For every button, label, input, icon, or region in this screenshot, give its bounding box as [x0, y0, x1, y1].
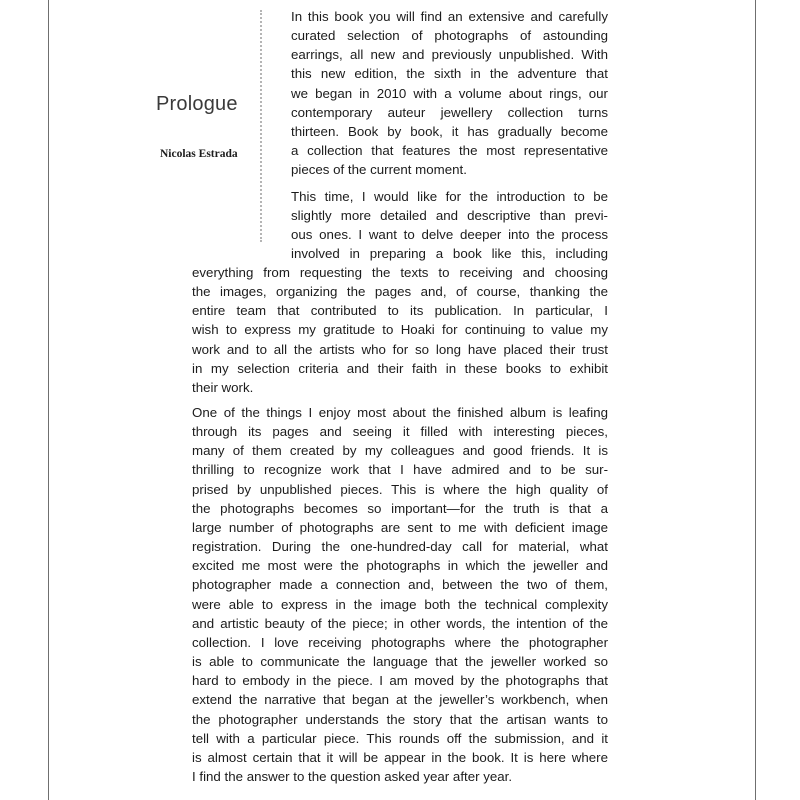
text-line: many of them created by my colleagues and good friends. It is [192, 443, 608, 459]
text-line: registration. During the one-hundred-day call for material, what [192, 539, 608, 555]
text-line: I find the answer to the question asked year after year. [192, 768, 513, 784]
dotted-divider [260, 10, 262, 242]
text-line: the photographs becomes so important—for the truth is that a [192, 500, 608, 516]
text-line: thrilling to recognize work that I have admired and to be sur- [192, 462, 608, 478]
paragraph-2-lower [192, 263, 608, 397]
chapter-title: Prologue [156, 93, 238, 115]
text-line: photographer made a connection and, between the two of them, [192, 577, 608, 593]
text-line: extend the narrative that began at the jeweller’s workbench, when [192, 692, 608, 708]
text-line: tell with a particular piece. This rounds off the submission, and it [192, 730, 608, 746]
text-line: in my selection criteria and their faith in these books to exhibit [192, 360, 608, 376]
text-line: contemporary auteur jewellery collection turns [291, 104, 608, 120]
text-line: everything from requesting the texts to receiving and choosing [192, 265, 608, 280]
text-line: thirteen. Book by book, it has gradually become [291, 123, 608, 139]
text-line: ous ones. I want to delve deeper into the process [291, 227, 608, 243]
text-line: slightly more detailed and descriptive than previ- [291, 208, 608, 224]
text-line: involved in preparing a book like this, including [291, 246, 608, 262]
paragraph-1 [291, 7, 608, 179]
text-line: large number of photographs are sent to me with deficient image [192, 519, 608, 535]
text-line: a collection that features the most representative [291, 143, 608, 159]
text-line: collection. I love receiving photographs where the photographer [192, 634, 608, 650]
text-line: through its pages and seeing it filled with interesting pieces, [192, 424, 608, 440]
text-line: we began in 2010 with a volume about rings, our [291, 85, 608, 101]
paragraph-3 [192, 403, 608, 786]
page-edge-right [755, 0, 756, 800]
text-line: hard to embody in the piece. I am moved by the photographs that [192, 673, 608, 689]
text-line: wish to express my gratitude to Hoaki for continuing to value my [192, 322, 608, 338]
text-line: This time, I would like for the introduction to be [291, 189, 608, 204]
page-edge-left [48, 0, 49, 800]
text-line: prised by unpublished pieces. This is where the high quality of [192, 481, 608, 497]
text-line: earrings, all new and previously unpublished. With [291, 47, 608, 63]
text-line: work and to all the artists who for so long have placed their trust [192, 341, 608, 357]
text-line: In this book you will find an extensive and carefully [291, 9, 608, 24]
text-line: is almost certain that it will be appear in the book. It is here where [192, 749, 608, 765]
text-line: their work. [192, 379, 254, 395]
text-line: the images, organizing the pages and, of course, thanking the [192, 284, 608, 300]
text-line: is able to communicate the language that the jeweller worked so [192, 654, 608, 670]
text-line: were able to express in the image both the technical complexity [192, 596, 608, 612]
text-line: excited me most were the photographs in which the jeweller and [192, 558, 608, 574]
paragraph-2-upper [291, 187, 608, 264]
text-line: the photographer understands the story that the artisan wants to [192, 711, 608, 727]
author-name: Nicolas Estrada [160, 148, 238, 160]
text-line: pieces of the current moment. [291, 162, 467, 178]
text-line: entire team that contributed to its publication. In particular, I [192, 303, 608, 319]
text-line: curated selection of photographs of astounding [291, 28, 608, 44]
text-line: this new edition, the sixth in the adventure that [291, 66, 608, 82]
text-line: One of the things I enjoy most about the finished album is leafing [192, 405, 608, 420]
text-line: and artistic beauty of the piece; in other words, the intention of the [192, 615, 608, 631]
